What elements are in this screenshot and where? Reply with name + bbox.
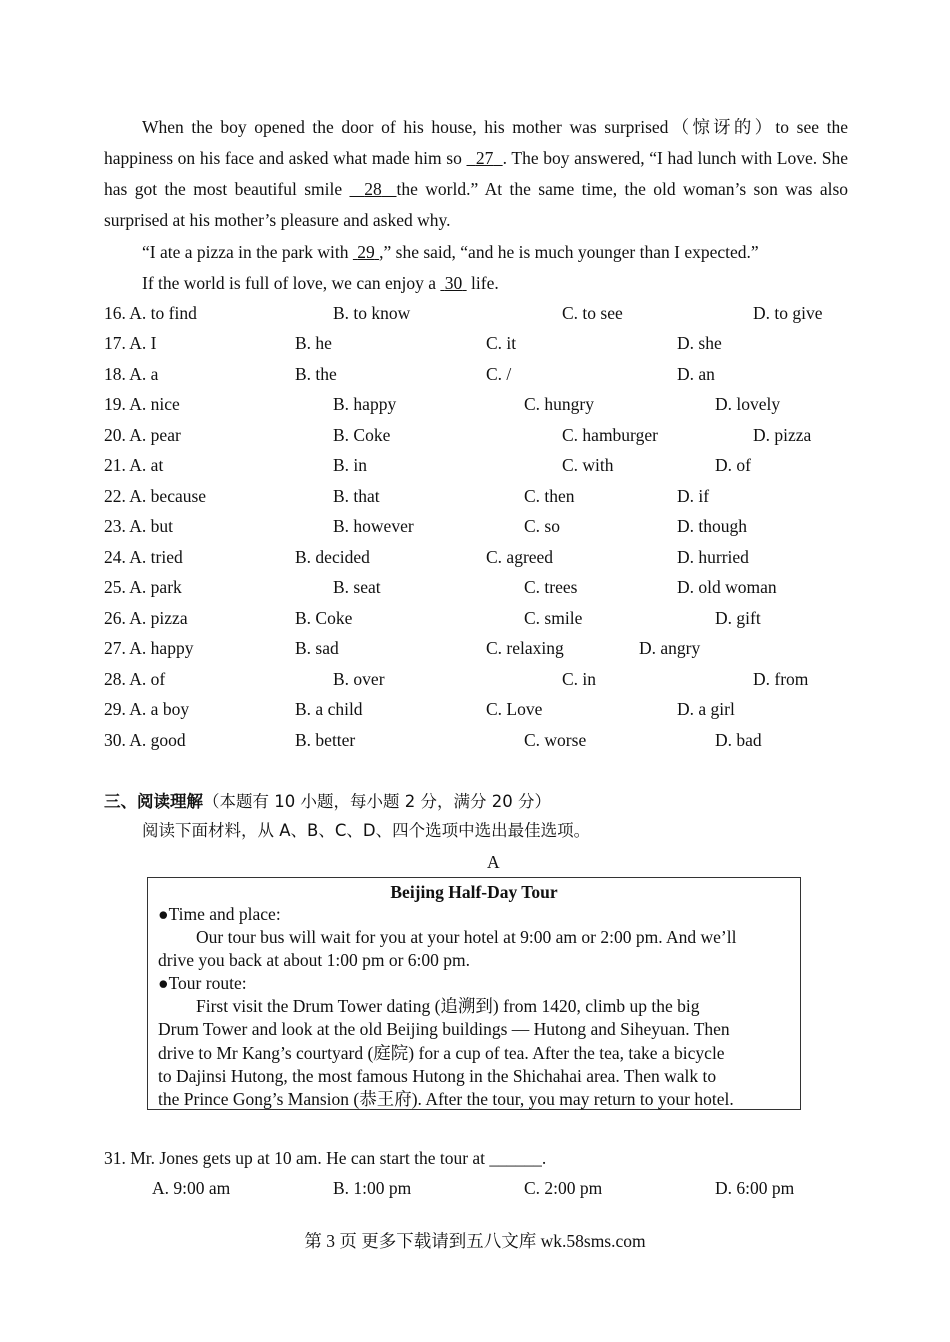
passage-text: When the boy opened the door of his house, his mother was surprised（惊讶的）to see the happiness on his face and asked what made him so <box>104 117 848 168</box>
tour-info-box <box>147 877 801 1110</box>
option-d: D. lovely <box>715 394 781 414</box>
option-c: C. agreed <box>486 547 554 567</box>
cloze-item: 23. A. but <box>104 516 174 536</box>
section-heading <box>104 790 551 813</box>
option-b: B. happy <box>333 394 397 414</box>
cloze-item: 21. A. at <box>104 455 164 475</box>
section-instruction: 阅读下面材料，从 A、B、C、D、四个选项中选出最佳选项。 <box>142 821 591 840</box>
box-text: Our tour bus will wait for you at your hotel at 9:00 am or 2:00 pm. And we’ll <box>196 927 737 947</box>
box-text: drive you back at about 1:00 pm or 6:00 pm. <box>158 950 471 970</box>
option-d: D. she <box>677 333 722 353</box>
option-b: B. decided <box>295 547 370 567</box>
cloze-item: 27. A. happy <box>104 638 194 658</box>
option-b: B. Coke <box>333 425 391 445</box>
option-d: D. hurried <box>677 547 749 567</box>
blank-27: 27 <box>475 148 494 168</box>
option-c: C. hamburger <box>562 425 658 445</box>
option-d: D. 6:00 pm <box>715 1178 795 1198</box>
option-c: C. in <box>562 669 597 689</box>
cloze-item: 28. A. of <box>104 669 166 689</box>
cloze-item: 26. A. pizza <box>104 608 188 628</box>
option-d: D. of <box>715 455 751 475</box>
option-b: B. over <box>333 669 385 689</box>
option-b: B. sad <box>295 638 339 658</box>
cloze-item: 19. A. nice <box>104 394 180 414</box>
box-text: the Prince Gong’s Mansion (恭王府). After the tour, you may return to your hotel. <box>158 1089 734 1109</box>
box-heading-route: ●Tour route: <box>158 973 247 993</box>
blank-28: 28 <box>364 179 382 199</box>
box-heading-time: ●Time and place: <box>158 904 281 924</box>
cloze-item: 24. A. tried <box>104 547 183 567</box>
passage-text: the world.” At the same time, the old woman’s son was also surprised at his mother’s pleasure and asked why. <box>104 179 849 230</box>
option-c: C. to see <box>562 303 623 323</box>
passage-text: . The boy answered, “I had lunch with Love. She has got the most beautiful smile <box>104 148 849 199</box>
option-c: C. hungry <box>524 394 594 414</box>
option-c: C. relaxing <box>486 638 564 658</box>
cloze-item: 22. A. because <box>104 486 207 506</box>
option-c: C. worse <box>524 730 587 750</box>
cloze-item: 29. A. a boy <box>104 699 190 719</box>
option-c: C. trees <box>524 577 578 597</box>
question-31-stem: 31. Mr. Jones gets up at 10 am. He can start the tour at ______. <box>104 1148 547 1168</box>
option-b: B. the <box>295 364 337 384</box>
passage-letter: A <box>487 852 500 872</box>
blank-29: 29 <box>357 242 375 262</box>
option-b: B. Coke <box>295 608 353 628</box>
option-c: C. it <box>486 333 517 353</box>
option-d: D. if <box>677 486 710 506</box>
section-note: （本题有 10 小题，每小题 2 分，满分 20 分） <box>203 792 551 811</box>
option-d: D. a girl <box>677 699 735 719</box>
blank-30: 30 <box>444 273 463 293</box>
option-d: D. gift <box>715 608 761 628</box>
box-text: First visit the Drum Tower dating (追溯到) from 1420, climb up the big <box>196 996 700 1016</box>
option-b: B. a child <box>295 699 363 719</box>
option-b: B. to know <box>333 303 411 323</box>
cloze-item: 17. A. I <box>104 333 157 353</box>
option-c: C. / <box>486 364 512 384</box>
option-d: D. though <box>677 516 747 536</box>
box-text: drive to Mr Kang’s courtyard (庭院) for a cup of tea. After the tea, take a bicycle <box>158 1043 725 1063</box>
option-d: D. bad <box>715 730 762 750</box>
option-b: B. however <box>333 516 414 536</box>
option-b: B. 1:00 pm <box>333 1178 412 1198</box>
passage-paragraph-3: If the world is full of love, we can enjoy a 30 life. <box>142 273 499 293</box>
option-c: C. with <box>562 455 614 475</box>
option-b: B. that <box>333 486 380 506</box>
option-c: C. so <box>524 516 560 536</box>
option-c: C. 2:00 pm <box>524 1178 603 1198</box>
passage-paragraph-2: “I ate a pizza in the park with 29 ,” she said, “and he is much younger than I expected.” <box>142 242 759 262</box>
page-footer: 第 3 页 更多下载请到五八文库 wk.58sms.com <box>304 1231 646 1251</box>
cloze-item: 25. A. park <box>104 577 182 597</box>
option-d: D. to give <box>753 303 823 323</box>
option-b: B. seat <box>333 577 381 597</box>
option-d: D. from <box>753 669 809 689</box>
box-title: Beijing Half-Day Tour <box>390 882 558 902</box>
bullet-icon: ● <box>158 973 169 993</box>
cloze-item: 18. A. a <box>104 364 159 384</box>
option-c: C. then <box>524 486 575 506</box>
option-d: D. an <box>677 364 715 384</box>
passage-paragraph-1 <box>104 112 848 236</box>
option-d: D. old woman <box>677 577 777 597</box>
cloze-item: 20. A. pear <box>104 425 181 445</box>
option-b: B. better <box>295 730 356 750</box>
cloze-item: 16. A. to find <box>104 303 197 323</box>
box-text: to Dajinsi Hutong, the most famous Hutong in the Shichahai area. Then walk to <box>158 1066 717 1086</box>
section-title: 三、阅读理解 <box>104 792 203 811</box>
bullet-icon: ● <box>158 904 169 924</box>
option-a: A. 9:00 am <box>152 1178 231 1198</box>
option-b: B. he <box>295 333 332 353</box>
option-c: C. Love <box>486 699 543 719</box>
option-d: D. pizza <box>753 425 812 445</box>
option-c: C. smile <box>524 608 583 628</box>
option-b: B. in <box>333 455 368 475</box>
option-d: D. angry <box>639 638 701 658</box>
box-text: Drum Tower and look at the old Beijing buildings — Hutong and Siheyuan. Then <box>158 1019 730 1039</box>
cloze-item: 30. A. good <box>104 730 186 750</box>
